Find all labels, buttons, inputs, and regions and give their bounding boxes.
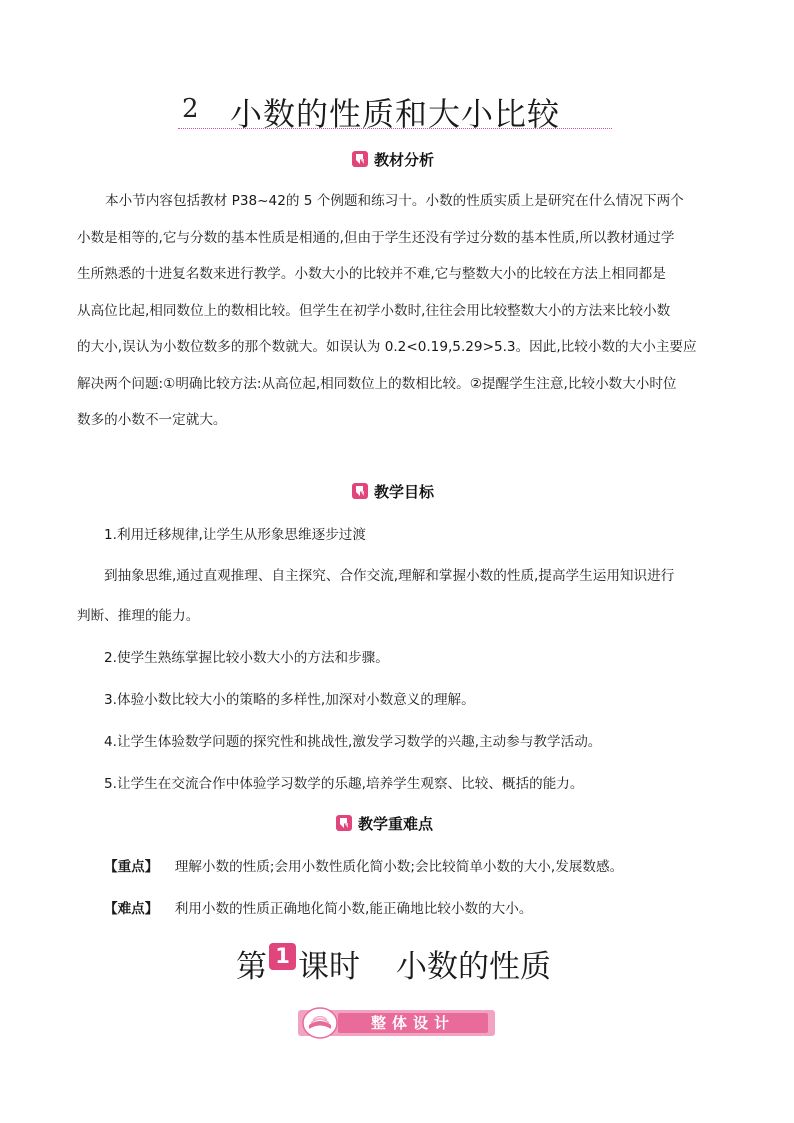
chapter-title-text: 小数的性质和大小比较 xyxy=(230,95,561,133)
analysis-line: 解决两个问题:①明确比较方法:从高位起,相同数位上的数相比较。②提醒学生注意,比较小数大小时位 xyxy=(77,375,677,392)
chapter-title xyxy=(178,88,612,133)
analysis-line: 生所熟悉的十进复名数来进行教学。小数大小的比较并不难,它与整数大小的比较在方法上相同都是 xyxy=(77,266,666,282)
goal-item: 4.让学生体验数学问题的探究性和挑战性,激发学习数学的兴趣,主动参与教学活动。 xyxy=(104,734,602,750)
section-heading-text: 教学重难点 xyxy=(358,814,434,833)
lesson-prefix: 第 xyxy=(236,948,267,985)
goal-item: 判断、推理的能力。 xyxy=(77,608,200,624)
difficulty-text: 利用小数的性质正确地化简小数,能正确地比较小数的大小。 xyxy=(174,901,533,917)
lesson-suffix: 课时 xyxy=(298,948,360,985)
goal-item: 到抽象思维,通过直观推理、自主探究、合作交流,理解和掌握小数的性质,提高学生运用知识进行 xyxy=(104,568,675,584)
chapter-number: 2 xyxy=(182,94,199,124)
focus-point xyxy=(104,857,623,877)
difficulty-point xyxy=(104,899,532,919)
section-heading-key-points xyxy=(336,812,433,834)
goal-item: 5.让学生在交流合作中体验学习数学的乐趣,培养学生观察、比较、概括的能力。 xyxy=(104,776,584,792)
section-heading-analysis xyxy=(352,148,434,170)
analysis-paragraph xyxy=(77,183,717,439)
analysis-line: 从高位比起,相同数位上的数相比较。但学生在初学小数时,往往会用比较整数大小的方法来比较小数 xyxy=(77,302,671,319)
goal-item: 1.利用迁移规律,让学生从形象思维逐步过渡 xyxy=(104,527,366,543)
analysis-line: 数多的小数不一定就大。 xyxy=(77,412,227,428)
focus-text: 理解小数的性质;会用小数性质化简小数;会比较简单小数的大小,发展数感。 xyxy=(174,859,624,875)
section-heading-goals xyxy=(352,480,434,502)
lesson-title xyxy=(236,942,551,984)
book-icon xyxy=(302,1007,338,1039)
section-heading-text: 教学目标 xyxy=(374,482,435,501)
goal-item: 2.使学生熟练掌握比较小数大小的方法和步骤。 xyxy=(104,650,389,666)
focus-label: 【重点】 xyxy=(104,859,159,875)
analysis-line: 的大小,误认为小数位数多的那个数就大。如误认为 0.2<0.19,5.29>5.3。因此,比较小数的大小主要应 xyxy=(77,339,697,355)
analysis-line: 小数是相等的,它与分数的基本性质是相通的,但由于学生还没有学过分数的基本性质,所以教材通过学 xyxy=(77,229,675,246)
lesson-name: 小数的性质 xyxy=(396,948,551,985)
difficulty-label: 【难点】 xyxy=(104,901,159,917)
section-marker-icon xyxy=(352,151,368,167)
section-marker-icon xyxy=(352,483,368,499)
lesson-number-badge: 1 xyxy=(269,943,296,970)
goal-item: 3.体验小数比较大小的策略的多样性,加深对小数意义的理解。 xyxy=(104,692,475,708)
banner-label: 整体设计 xyxy=(370,1014,455,1032)
overall-design-banner xyxy=(298,1010,495,1036)
section-marker-icon xyxy=(336,815,352,831)
section-heading-text: 教材分析 xyxy=(374,150,435,169)
analysis-line: 本小节内容包括教材 P38~42的 5 个例题和练习十。小数的性质实质上是研究在什么情况下两个 xyxy=(105,193,684,209)
